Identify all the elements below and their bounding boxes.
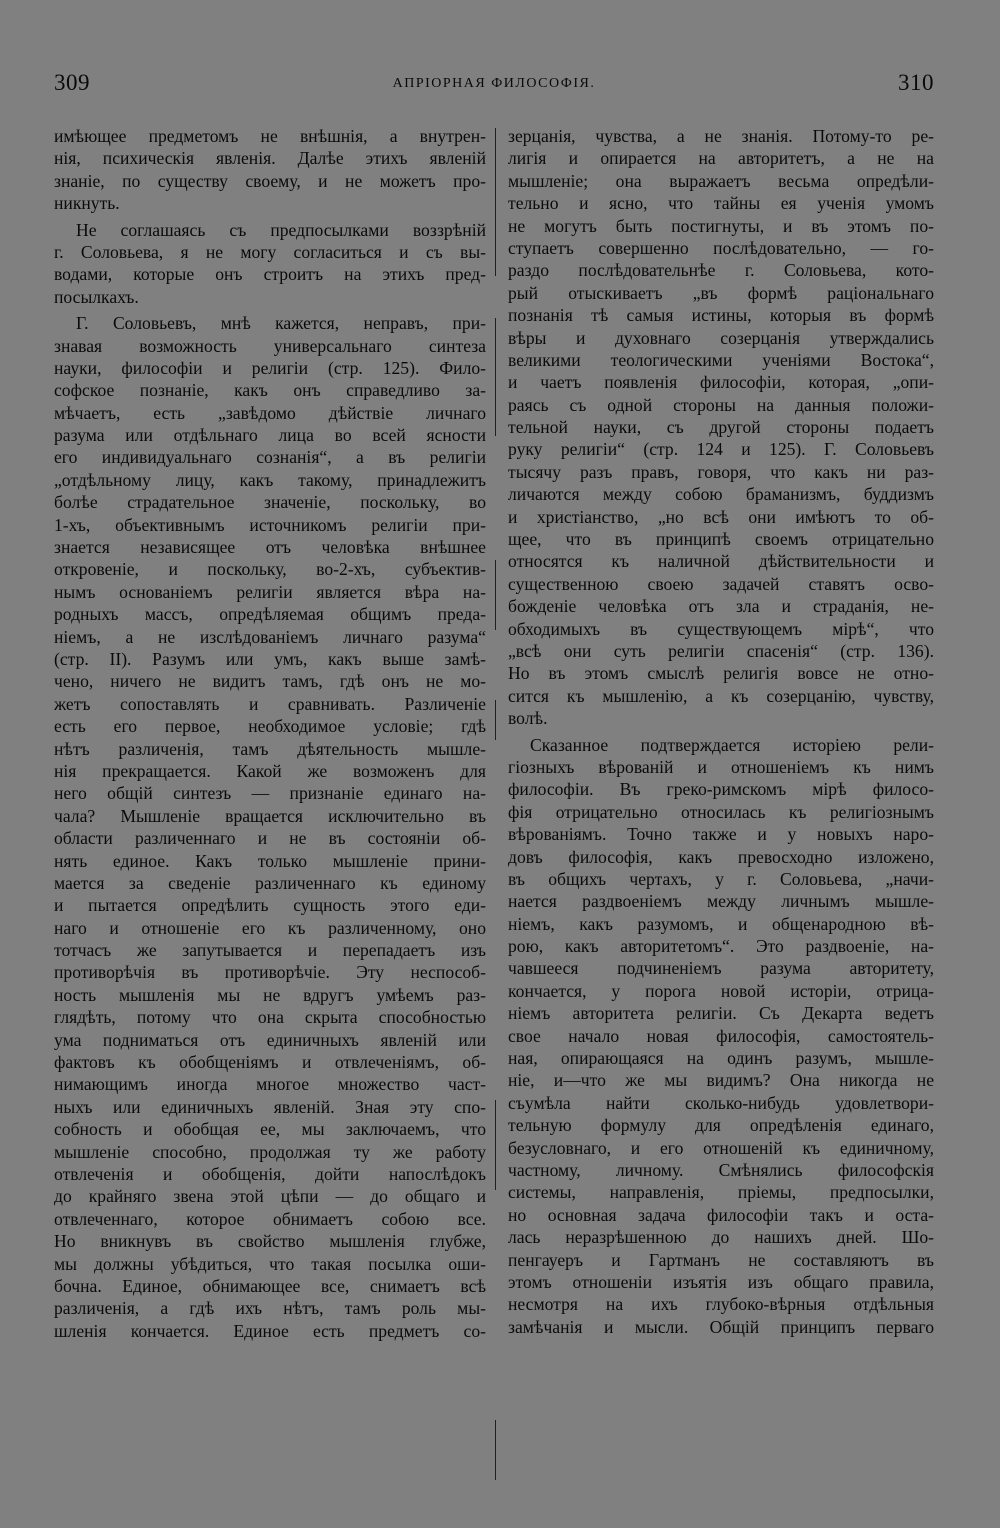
text-line: вѣры и духовнаго созерцанія утверждались xyxy=(508,327,934,348)
text-line: ніемъ авторитета религіи. Съ Декарта ведетъ xyxy=(508,1003,934,1024)
text-line: знавая возможность универсальнаго синтеза xyxy=(54,335,486,356)
text-line: волѣ. xyxy=(508,708,548,729)
text-line: чено, ничего не видитъ тамъ, гдѣ онъ не мо- xyxy=(54,671,486,692)
text-line: рый отыскиваетъ „въ формѣ раціональнаго xyxy=(508,282,934,303)
text-line: ніемъ, какъ разумомъ, и общенародною вѣ- xyxy=(508,913,934,934)
text-line: нимающимъ иногда многое множество част- xyxy=(54,1074,486,1095)
text-line: отвлеченія и обобщенія, дойти напослѣдокъ xyxy=(54,1163,486,1184)
text-line: жетъ сопоставлять и сравнивать. Различеніе xyxy=(54,693,486,714)
text-line: тельную формулу для опредѣленія единаго, xyxy=(508,1115,934,1136)
text-line: познанія тѣ самыя истины, которыя въ формѣ xyxy=(508,305,934,326)
text-line: глядѣть, потому что она скрыта способностью xyxy=(54,1007,486,1028)
column-rule xyxy=(495,128,496,276)
text-line: божденіе человѣка отъ зла и страданія, не- xyxy=(508,596,934,617)
running-title: АПРІОРНАЯ ФИЛОСОФІЯ. xyxy=(392,76,596,91)
text-line: сится къ мышленію, а къ созерцанію, чувству, xyxy=(508,685,934,706)
text-line: него общій синтезъ — признаніе единаго на- xyxy=(54,783,486,804)
text-line: раздо послѣдовательнѣе г. Соловьева, кото- xyxy=(508,260,934,281)
text-line: существенною своею задачей ставятъ осво- xyxy=(508,573,934,594)
text-line: и чаетъ появленія философіи, которая, „опи- xyxy=(508,372,934,393)
text-line: замѣчанія и мысли. Общій принципъ перваго xyxy=(508,1316,934,1337)
text-line: никнуть. xyxy=(54,193,120,214)
text-line: системы, направленія, пріемы, предпосылки, xyxy=(508,1182,934,1203)
text-line: зерцанія, чувства, а не знанія. Потому-то ре- xyxy=(508,126,934,146)
text-line: различенія, а гдѣ ихъ нѣтъ, тамъ роль мы- xyxy=(54,1298,486,1319)
text-line: ума подниматься отъ единичныхъ явленій или xyxy=(54,1029,486,1050)
right-text-column xyxy=(508,125,934,1338)
text-line: „всѣ они суть религіи спасенія“ (стр. 136). xyxy=(508,640,934,661)
text-line: свое начало новая философія, самостоятель- xyxy=(508,1025,934,1046)
text-line: несмотря на ихъ глубоко-вѣрныя отдѣльныя xyxy=(508,1294,934,1315)
text-line: раясь съ одной стороны на данныя положи- xyxy=(508,394,934,415)
text-line: и христіанство, „но всѣ они имѣютъ то об- xyxy=(508,506,934,527)
text-line: г. Соловьева, я не могу согласиться и съ вы- xyxy=(54,241,486,262)
text-line: безусловнаго, и его отношеній къ единичному, xyxy=(508,1137,934,1158)
text-line: не могутъ быть постигнуты, и въ этомъ по- xyxy=(508,215,934,236)
text-line: посылкахъ. xyxy=(54,286,139,307)
paragraph xyxy=(54,312,486,1342)
text-line: нается раздвоеніемъ между личнымъ мышле- xyxy=(508,891,934,912)
text-line: ная, опирающаяся на одинъ разумъ, мышле- xyxy=(508,1048,934,1069)
text-line: чала? Мышленіе вращается исключительно въ xyxy=(54,805,486,826)
text-line: водами, которые онъ строитъ на этихъ пред- xyxy=(54,264,486,285)
text-line: мышленіе; она выражаетъ весьма опредѣли- xyxy=(508,170,934,191)
text-line: Но въ этомъ смыслѣ религія вовсе не отно- xyxy=(508,663,934,684)
text-line: но основная задача философіи такъ и оста- xyxy=(508,1204,934,1225)
paragraph xyxy=(54,125,486,215)
text-line: гіозныхъ вѣрованій и отношеніемъ къ нимъ xyxy=(508,756,934,777)
left-text-column xyxy=(54,125,486,1342)
text-line: руку религіи“ (стр. 124 и 125). Г. Соловьевъ xyxy=(508,439,934,460)
text-line: ніемъ, а не изслѣдованіемъ личнаго разума“ xyxy=(54,626,486,647)
text-line: наго и отношеніе его къ различенному, оно xyxy=(54,917,486,938)
text-line: тысячу разъ правъ, говоря, что какъ ни раз- xyxy=(508,461,934,482)
text-line: ныхъ или единичныхъ явленій. Зная эту спо- xyxy=(54,1096,486,1117)
text-line: въ общихъ чертахъ, у г. Соловьева, „начи- xyxy=(508,868,934,889)
text-line: щее, что въ принципѣ своемъ отрицательно xyxy=(508,529,934,550)
text-line: великими теологическими ученіями Востока“, xyxy=(508,349,934,370)
text-line: софское познаніе, какъ онъ справедливо за- xyxy=(54,380,486,401)
text-line: вѣрованіямъ. Точно также и у новыхъ наро- xyxy=(508,824,934,845)
text-line: имѣющее предметомъ не внѣшнія, а внутрен- xyxy=(54,126,486,146)
column-rule xyxy=(495,700,496,740)
text-line: Не соглашаясь съ предпосылками воззрѣній xyxy=(76,219,486,240)
running-header xyxy=(54,70,934,106)
text-line: лась неразрѣшенною до нашихъ дней. Шо- xyxy=(508,1227,934,1248)
text-line: до крайняго звена этой цѣпи — до общаго и xyxy=(54,1186,486,1207)
text-line: фія отрицательно относилась къ религіознымъ xyxy=(508,801,934,822)
text-line: Сказанное подтверждается исторіею рели- xyxy=(530,734,934,755)
column-rule xyxy=(495,1420,496,1480)
text-line: тотчасъ же запутывается и перепадаетъ изъ xyxy=(54,940,486,961)
text-line: знаніе, по существу своему, и не можетъ про- xyxy=(54,170,486,191)
text-line: нять единое. Какъ только мышленіе прини- xyxy=(54,850,486,871)
text-line: и пытается опредѣлить сущность этого еди- xyxy=(54,895,486,916)
right-page-number: 310 xyxy=(898,70,934,95)
text-line: бочна. Единое, обнимающее все, снимаетъ всѣ xyxy=(54,1275,486,1296)
text-line: нѣтъ различенія, тамъ дѣятельность мышле- xyxy=(54,738,486,759)
column-rule xyxy=(495,560,496,630)
text-line: ность мышленія мы не вдругъ умѣемъ раз- xyxy=(54,984,486,1005)
text-line: мышленіе способно, продолжая ту же работу xyxy=(54,1141,486,1162)
text-line: чавшееся подчиненіемъ разума авторитету, xyxy=(508,958,934,979)
text-line: собность и обобщая ее, мы заключаемъ, что xyxy=(54,1119,486,1140)
text-line: „отдѣльному лицу, какъ такому, принадлежитъ xyxy=(54,469,486,490)
text-line: пенгауеръ и Гартманъ не составляютъ въ xyxy=(508,1249,934,1270)
text-line: нія, психическія явленія. Далѣе этихъ явленій xyxy=(54,148,486,169)
text-line: разума или отдѣльнаго лица во всей ясности xyxy=(54,425,486,446)
text-line: лигія и опирается на авторитетъ, а не на xyxy=(508,148,934,169)
paragraph xyxy=(508,125,934,730)
text-line: противорѣчія въ противорѣчіе. Эту неспособ- xyxy=(54,962,486,983)
text-line: родныхъ массъ, опредѣляемая общимъ преда- xyxy=(54,604,486,625)
text-line: фактовъ къ обобщеніямъ и отвлеченіямъ, об- xyxy=(54,1052,486,1073)
text-line: есть его первое, необходимое условіе; гдѣ xyxy=(54,716,486,737)
left-page-number: 309 xyxy=(54,70,90,95)
text-line: мы должны убѣдиться, что такая посылка оши- xyxy=(54,1253,486,1274)
text-line: (стр. II). Разумъ или умъ, какъ выше замѣ- xyxy=(54,648,486,669)
text-line: кончается, у порога новой исторіи, отрица- xyxy=(508,980,934,1001)
text-line: отвлеченнаго, которое обнимаетъ собою все. xyxy=(54,1208,486,1229)
text-line: Но вникнувъ въ свойство мышленія глубже, xyxy=(54,1231,486,1252)
text-line: области различеннаго и не въ состояніи об- xyxy=(54,828,486,849)
text-line: откровеніе, и поскольку, во-2-хъ, субъектив- xyxy=(54,559,486,580)
text-line: довъ философія, какъ превосходно изложено, xyxy=(508,846,934,867)
text-line: Г. Соловьевъ, мнѣ кажется, неправъ, при- xyxy=(76,313,486,334)
text-line: знается независящее отъ человѣка внѣшнее xyxy=(54,537,486,558)
text-line: тельной науки, съ другой стороны подаетъ xyxy=(508,417,934,438)
text-line: науки, философіи и религіи (стр. 125). Фило- xyxy=(54,357,486,378)
text-line: нія прекращается. Какой же возможенъ для xyxy=(54,760,486,781)
text-line: обходимыхъ въ существующемъ мірѣ“, что xyxy=(508,618,934,639)
text-line: частному, личному. Смѣнялись философскія xyxy=(508,1159,934,1180)
text-line: шленія кончается. Единое есть предметъ со- xyxy=(54,1320,486,1341)
text-line: мѣчаетъ, есть „завѣдомо дѣйствіе личнаго xyxy=(54,402,486,423)
text-line: мается за сведеніе различеннаго къ единому xyxy=(54,872,486,893)
paragraph xyxy=(508,734,934,1339)
text-line: его индивидуальнаго сознанія“, а въ религіи xyxy=(54,447,486,468)
text-line: нымъ основаніемъ религіи является вѣра на- xyxy=(54,581,486,602)
text-line: тельно и ясно, что тайны ея ученія умомъ xyxy=(508,193,934,214)
text-line: ступаетъ совершенно послѣдовательно, — го- xyxy=(508,237,934,258)
text-line: личаются между собою браманизмъ, буддизмъ xyxy=(508,484,934,505)
text-line: относятся къ наличной дѣйствительности и xyxy=(508,551,934,572)
text-line: ніе, и—что же мы видимъ? Она никогда не xyxy=(508,1070,934,1091)
text-line: болѣе страдательное значеніе, поскольку, во xyxy=(54,492,486,513)
text-line: съумѣла найти сколько-нибудь удовлетвори- xyxy=(508,1092,934,1113)
text-line: 1-хъ, объективнымъ источникомъ религіи при- xyxy=(54,514,486,535)
column-rule xyxy=(495,1100,496,1190)
text-line: рою, какъ авторитетомъ“. Это раздвоеніе, на- xyxy=(508,936,934,957)
text-line: этомъ отношеніи изъятія изъ общаго правила, xyxy=(508,1271,934,1292)
column-rule xyxy=(495,318,496,436)
paragraph xyxy=(54,219,486,309)
text-line: философіи. Въ греко-римскомъ мірѣ филосо- xyxy=(508,779,934,800)
